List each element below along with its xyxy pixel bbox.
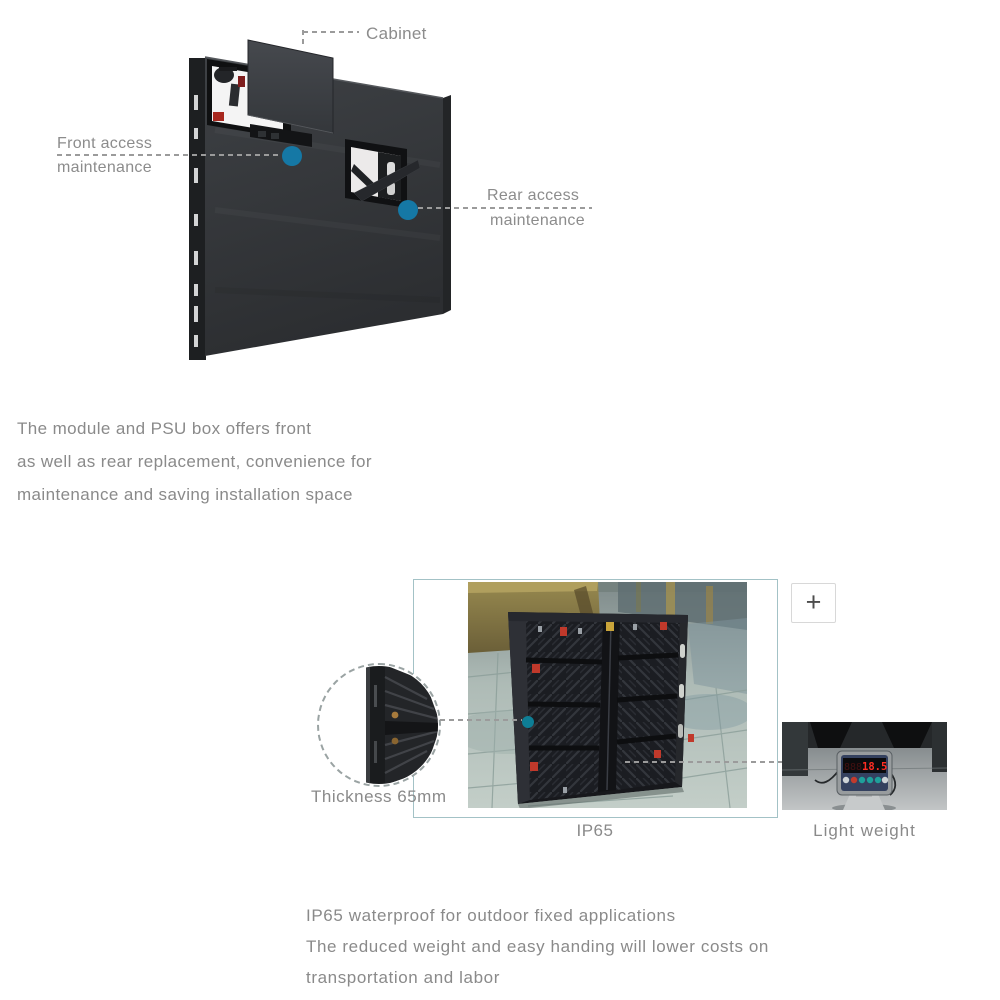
rear-access-dot bbox=[398, 200, 418, 220]
cabinet-label: Cabinet bbox=[366, 24, 427, 43]
light-weight-caption: Light weight bbox=[813, 821, 916, 840]
bottom-description-line2: The reduced weight and easy handing will lower costs on bbox=[306, 937, 769, 956]
front-access-label-line2: maintenance bbox=[57, 159, 152, 176]
scale-ghost-digits: 888 bbox=[844, 762, 863, 773]
thickness-label: Thickness 65mm bbox=[311, 787, 447, 806]
rear-access-line bbox=[418, 207, 592, 209]
cabinet-callout-line bbox=[303, 31, 359, 33]
ip65-panels bbox=[508, 612, 694, 808]
ip65-photo bbox=[468, 582, 747, 808]
rear-access-label-line1: Rear access bbox=[487, 187, 580, 204]
front-access-line bbox=[57, 154, 282, 156]
photo-marker-dot bbox=[522, 716, 534, 728]
scale-photo bbox=[782, 722, 947, 810]
bottom-description-line1: IP65 waterproof for outdoor fixed applications bbox=[306, 906, 676, 925]
ip65-caption: IP65 bbox=[576, 821, 614, 840]
front-access-dot bbox=[282, 146, 302, 166]
thickness-callout-circle bbox=[317, 663, 441, 787]
thickness-profile bbox=[317, 663, 441, 787]
weight-line bbox=[625, 761, 782, 763]
scale-reading: 18.5 bbox=[862, 761, 888, 773]
top-description-line3: maintenance and saving installation space bbox=[17, 485, 353, 504]
plus-icon: + bbox=[805, 586, 822, 617]
front-access-label-line1: Front access bbox=[57, 135, 153, 152]
cabinet-illustration bbox=[0, 0, 470, 380]
bottom-description-line3: transportation and labor bbox=[306, 968, 500, 987]
top-description-line2: as well as rear replacement, convenience for bbox=[17, 452, 372, 471]
thickness-line bbox=[440, 719, 522, 721]
rear-access-label-line2: maintenance bbox=[490, 212, 585, 229]
top-description-line1: The module and PSU box offers front bbox=[17, 419, 312, 438]
cabinet-left-rail bbox=[189, 58, 206, 360]
expand-button[interactable] bbox=[791, 583, 836, 623]
